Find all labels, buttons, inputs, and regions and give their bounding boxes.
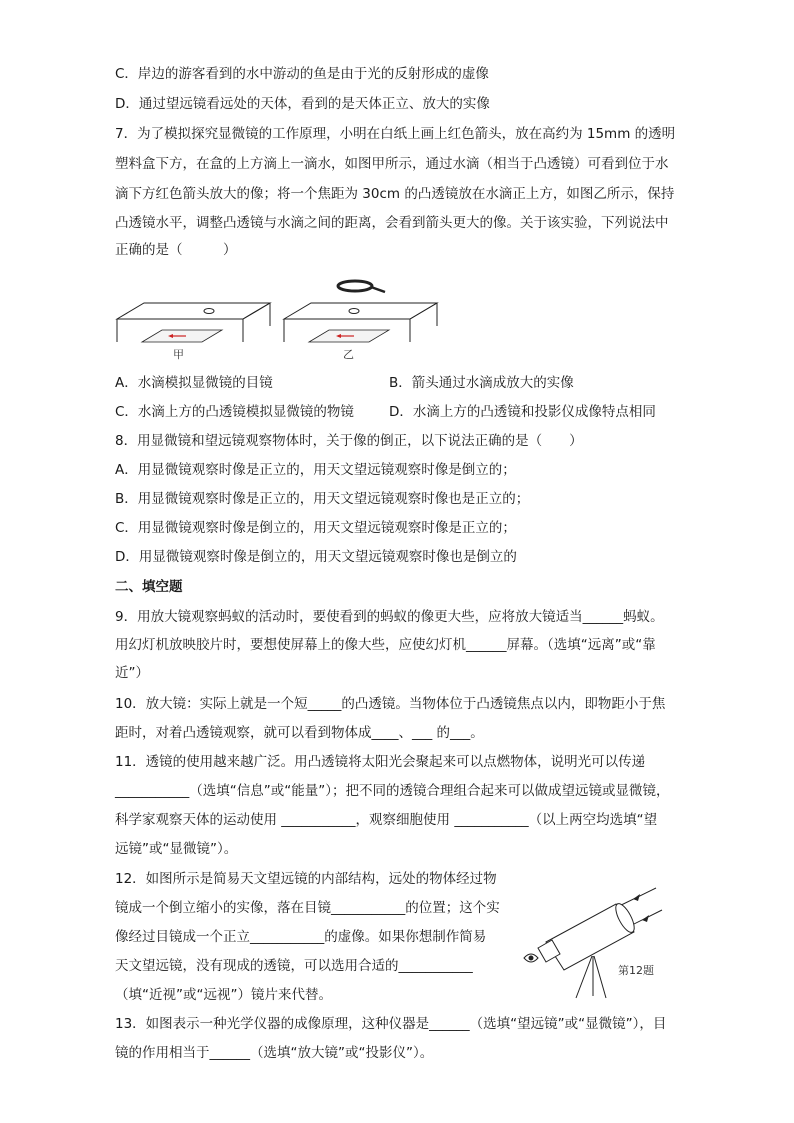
q7-option-b: B．箭头通过水滴成放大的实像 bbox=[389, 375, 574, 391]
q7-stem-line3: 滴下方红色箭头放大的像；将一个焦距为 30cm 的凸透镜放在水滴正上方，如图乙所示，保持 bbox=[115, 186, 675, 202]
q12-line2: 镜成一个倒立缩小的实像，落在目镜___________的位置；这个实 bbox=[115, 900, 500, 916]
q8-option-a: A．用显微镜观察时像是正立的，用天文望远镜观察时像是倒立的； bbox=[115, 462, 516, 478]
q10-line2: 距时，对着凸透镜观察，就可以看到物体成____、___ 的___。 bbox=[115, 725, 484, 741]
q8-option-b: B．用显微镜观察时像是正立的，用天文望远镜观察时像也是正立的； bbox=[115, 491, 530, 507]
q7-option-c: C．水滴上方的凸透镜模拟显微镜的物镜 bbox=[115, 404, 354, 420]
q12-line1: 12．如图所示是简易天文望远镜的内部结构，远处的物体经过物 bbox=[115, 871, 497, 887]
q7-stem-line1: 7．为了模拟探究显微镜的工作原理，小明在白纸上画上红色箭头，放在高约为 15mm 的透明 bbox=[115, 126, 676, 142]
q7-stem-line2: 塑料盒下方，在盒的上方滴上一滴水，如图甲所示，通过水滴（相当于凸透镜）可看到位于水 bbox=[115, 156, 669, 172]
box-jia bbox=[117, 303, 270, 342]
fig12-label: 第12题 bbox=[618, 964, 654, 977]
q8-stem: 8．用显微镜和望远镜观察物体时，关于像的倒正，以下说法正确的是（ ） bbox=[115, 433, 583, 449]
q12-line3: 像经过目镜成一个正立___________的虚像。如果你想制作简易 bbox=[115, 929, 487, 945]
q11-line2: ___________（选填“信息”或“能量”）；把不同的透镜合理组合起来可以做成望远镜或显微镜， bbox=[115, 783, 670, 799]
q6-option-c: C．岸边的游客看到的水中游动的鱼是由于光的反射形成的虚像 bbox=[115, 66, 489, 82]
q7-stem-line5: 正确的是（ ） bbox=[115, 242, 237, 258]
q8-option-c: C．用显微镜观察时像是倒立的，用天文望远镜观察时像是正立的； bbox=[115, 520, 516, 536]
q11-line1: 11．透镜的使用越来越广泛。用凸透镜将太阳光会聚起来可以点燃物体，说明光可以传递 bbox=[115, 754, 646, 770]
fig7-label-jia: 甲 bbox=[173, 348, 184, 361]
q7-figure bbox=[112, 273, 448, 365]
q11-line3: 科学家观察天体的运动使用 ___________，观察细胞使用 ___________（以上两空均选填“望 bbox=[115, 812, 658, 828]
q13-line1: 13．如图表示一种光学仪器的成像原理，这种仪器是______（选填“望远镜”或“显微镜”），目 bbox=[115, 1016, 667, 1032]
magnifier-icon bbox=[338, 281, 385, 292]
q13-line2: 镜的作用相当于______（选填“放大镜”或“投影仪”）。 bbox=[115, 1045, 434, 1061]
q7-stem-line4: 凸透镜水平，调整凸透镜与水滴之间的距离，会看到箭头更大的像。关于该实验，下列说法中 bbox=[115, 215, 669, 231]
q9-line1: 9．用放大镜观察蚂蚁的活动时，要使看到的蚂蚁的像更大些，应将放大镜适当______蚂蚁。 bbox=[115, 609, 664, 625]
q9-line2: 用幻灯机放映胶片时，要想使屏幕上的像大些，应使幻灯机______屏幕。（选填“远离”或“靠 bbox=[115, 637, 656, 653]
q9-line3: 近”） bbox=[115, 665, 149, 681]
q12-line4: 天文望远镜，没有现成的透镜，可以选用合适的___________ bbox=[115, 958, 473, 974]
q7-option-a: A．水滴模拟显微镜的目镜 bbox=[115, 375, 273, 391]
section-heading-fill-in: 二、填空题 bbox=[115, 579, 183, 595]
q11-line4: 远镜”或“显微镜”）。 bbox=[115, 841, 238, 857]
fig7-label-yi: 乙 bbox=[343, 348, 354, 361]
box-yi bbox=[284, 303, 437, 342]
telescope-figure bbox=[516, 880, 666, 1000]
q12-line5: （填“近视”或“远视”）镜片来代替。 bbox=[115, 987, 332, 1003]
q6-option-d: D．通过望远镜看远处的天体，看到的是天体正立、放大的实像 bbox=[115, 96, 490, 112]
q8-option-d: D．用显微镜观察时像是倒立的，用天文望远镜观察时像也是倒立的 bbox=[115, 549, 517, 565]
q10-line1: 10．放大镜：实际上就是一个短_____的凸透镜。当物体位于凸透镜焦点以内，即物距小于焦 bbox=[115, 696, 666, 712]
q7-option-d: D．水滴上方的凸透镜和投影仪成像特点相同 bbox=[389, 404, 656, 420]
